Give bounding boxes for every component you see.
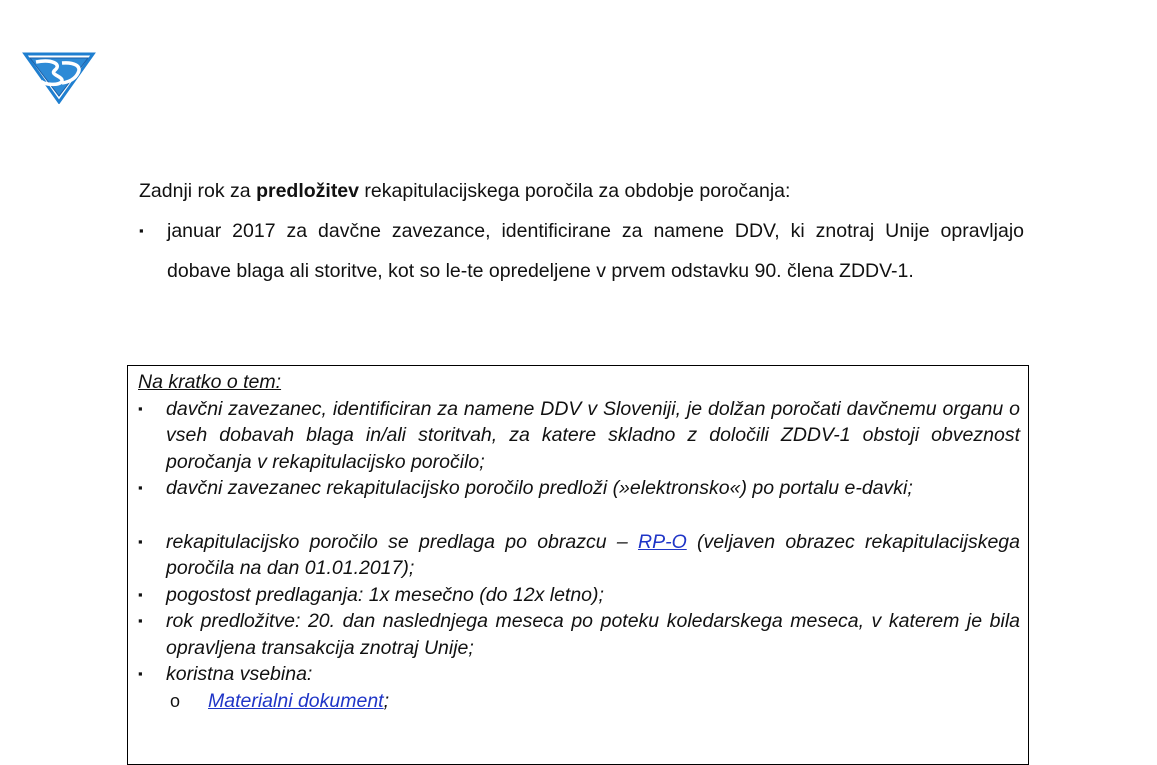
materialni-dokument-link[interactable]: Materialni dokument: [208, 689, 384, 712]
intro-section: [139, 178, 1024, 291]
sub-list-item: [138, 688, 1020, 715]
intro-text-bold: predložitev: [256, 180, 359, 202]
intro-text-before: Zadnji rok za: [139, 180, 257, 202]
company-logo: [22, 48, 96, 104]
sub-item-after: ;: [383, 689, 390, 712]
form-item-before: rekapitulacijsko poročilo se predlaga po obrazcu –: [166, 530, 638, 553]
bullet-marker: ▪: [138, 480, 143, 495]
summary-box: [127, 365, 1029, 765]
bullet-marker: ▪: [138, 666, 143, 681]
sub-bullet-marker: o: [170, 690, 181, 711]
bullet-marker: ▪: [138, 613, 143, 628]
intro-text-after: rekapitulacijskega poročila za obdobje poročanja:: [359, 180, 791, 202]
form-item-after: (veljaven obrazec rekapitulacijskega poročila na dan 01.01.2017);: [166, 530, 1020, 579]
summary-item-text: davčni zavezanec rekapitulacijsko poročilo predloži (»elektronsko«) po portalu e-davki;: [166, 477, 913, 499]
summary-list-item: [138, 475, 1020, 502]
bullet-marker: ▪: [138, 586, 143, 602]
intro-bullet-text: januar 2017 za davčne zavezance, identificirane za namene DDV, ki znotraj Unije opravljajo dobave blaga ali storitve, kot so le-te opredeljene v prvem odstavku 90. člena ZDDV-1.: [167, 220, 1024, 282]
summary-item-text: davčni zavezanec, identificiran za namene DDV v Sloveniji, je dolžan poročati davčnemu organu o vseh dobavah blaga in/ali storitvah, za katere skladno z določili ZDDV-1 obstoji obveznost poročanja v rekapitulacijsko poročilo;: [166, 397, 1020, 473]
summary-list-item: [138, 608, 1020, 661]
bullet-marker: ▪: [138, 400, 143, 416]
summary-list-item: [138, 529, 1020, 582]
summary-item-text: pogostost predlaganja: 1x mesečno (do 12x letno);: [166, 583, 604, 606]
summary-box-title: Na kratko o tem:: [138, 371, 282, 393]
summary-list-item: [138, 582, 1020, 609]
rp-o-form-link[interactable]: RP-O: [637, 530, 687, 553]
intro-paragraph: [139, 178, 1024, 204]
bullet-marker: ▪: [138, 533, 143, 549]
summary-item-text: koristna vsebina:: [166, 663, 313, 685]
summary-list-item: [138, 661, 1020, 688]
summary-list-item: [138, 396, 1020, 476]
spacer: [138, 502, 1020, 529]
intro-bullet-item: [139, 211, 1024, 291]
summary-item-text: rok predložitve: 20. dan naslednjega meseca po poteku koledarskega meseca, v katerem je bila opravljena transakcija znotraj Unije;: [166, 610, 1020, 659]
bullet-marker: ▪: [139, 223, 144, 238]
